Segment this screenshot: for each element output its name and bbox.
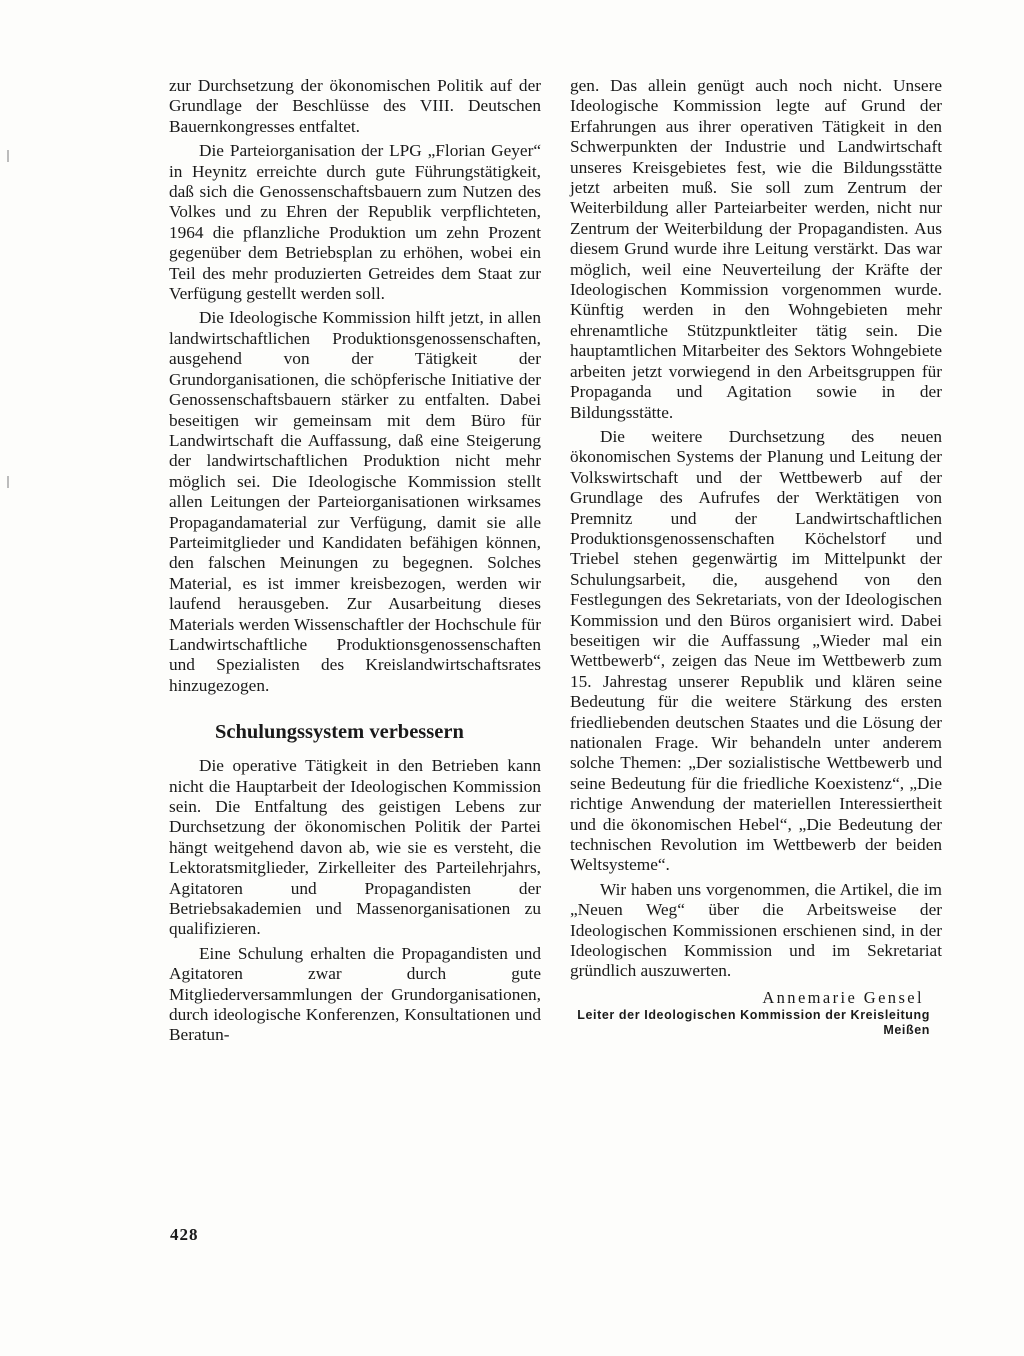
page-number: 428 (170, 1225, 199, 1244)
paragraph: Eine Schulung erhalten die Propagandisten und Agitatoren zwar durch gute Mitgliederversammlungen der Grundorganisationen, durch ideologische Konferenzen, Konsultationen und Beratun- (169, 943, 541, 1045)
paragraph: zur Durchsetzung der ökonomischen Politik auf der Grundlage der Beschlüsse des VIII. Deutschen Bauernkongresses entfaltet. (169, 76, 541, 136)
margin-mark (7, 476, 9, 488)
margin-mark (7, 150, 9, 162)
paragraph: gen. Das allein genügt auch noch nicht. Unsere Ideologische Kommission legte auf Grund der Erfahrungen aus ihrer operativen Tätigkeit in den Schwerpunkten der Industrie und Landwirtschaft unseres Kreisgebietes fest, wie die Bildungsstätte jetzt arbeiten muß. Sie soll zum Zentrum der Weiterbildung aller Parteiarbeiter werden, nicht nur Zentrum der Weiterbildung der Propagandisten. Aus diesem Grund wurde ihre Leitung verstärkt. Das war möglich, weil eine Neuverteilung der Kräfte der Ideologischen Kommission vorgenommen wurde. Künftig werden in den Wohngebieten mehr ehrenamtliche Stützpunktleiter tätig sein. Die hauptamtlichen Mitarbeiter des Sektors Wohngebiete arbeiten jetzt vorwiegend in den Arbeitsgruppen für Propaganda und Agitation sowie in der Bildungsstätte. (570, 76, 942, 422)
section-heading: Schulungssystem verbessern (215, 721, 464, 744)
right-column (570, 76, 942, 1038)
paragraph: Die operative Tätigkeit in den Betrieben kann nicht die Hauptarbeit der Ideologischen Kommission sein. Die Entfaltung des geistigen Lebens zur Durchsetzung der ökonomischen Politik der Partei hängt weitgehend davon ab, wie sie es versteht, die Lektoratsmitglieder, Zirkelleiter des Parteilehrjahrs, Agitatoren und Propagandisten der Betriebsakademien und Massenorganisationen zu qualifizieren. (169, 756, 541, 939)
author-role: Leiter der Ideologischen Kommission der Kreisleitung Meißen (577, 1007, 930, 1037)
paragraph: Die weitere Durchsetzung des neuen ökonomischen Systems der Planung und Leitung der Volkswirtschaft und der Wettbewerb auf der Grundlage des Aufrufes der Werktätigen von Premnitz und der Landwirtschaftlichen Produktionsgenossenschaften Köchelstorf und Triebel stehen gegenwärtig im Mittelpunkt der Schulungsarbeit, die, ausgehend von den Festlegungen des Sekretariats, von der Ideologischen Kommission und den Büros organisiert wird. Dabei beseitigen wir die Auffassung „Wieder mal ein Wettbewerb“, zeigen das Neue im Wettbewerb zum 15. Jahrestag unserer Republik und klären seine Bedeutung für die weitere Stärkung des ersten friedliebenden deutschen Staates und die Lösung der nationalen Frage. Wir behandeln unter anderem solche Themen: „Der sozialistische Wettbewerb und seine Bedeutung für die friedliche Koexistenz“, „Die richtige Anwendung der materiellen Interessiertheit und die ökonomischen Hebel“, „Die Bedeutung der technischen Revolution im Wettbewerb der beiden Weltsysteme“. (570, 426, 942, 875)
paragraph: Die Ideologische Kommission hilft jetzt, in allen landwirtschaftlichen Produktionsgenossenschaften, ausgehend von der Tätigkeit der Grundorganisationen, die schöpferische Initiative der Genossenschaftsbauern stärker zu entfalten. Dabei beseitigen wir gemeinsam mit dem Büro für Landwirtschaft die Auffassung, daß eine Steigerung der landwirtschaftlichen Produktion nicht mehr möglich sei. Die Ideologische Kommission stellt allen Leitungen der Parteiorganisationen wirksames Propagandamaterial zur Verfügung, damit sie alle Parteimitglieder und Kandidaten befähigen können, den falschen Meinungen zu begegnen. Solches Material, es ist immer kreisbezogen, werden wir laufend herausgeben. Zur Ausarbeitung dieses Materials werden Wissenschaftler der Hochschule für Landwirtschaftliche Produktionsgenossenschaften und Spezialisten des Kreislandwirtschaftsrates hinzugezogen. (169, 308, 541, 695)
signature-block (570, 988, 942, 1038)
left-column (169, 76, 541, 1046)
author-name: Annemarie Gensel (762, 987, 924, 1007)
paragraph: Die Parteiorganisation der LPG „Florian Geyer“ in Heynitz erreichte durch gute Führungstätigkeit, daß sich die Genossenschaftsbauern zum Nutzen des Volkes und zu Ehren der Republik verpflichteten, 1964 die pflanzliche Produktion um zehn Prozent gegenüber dem Betriebsplan zu erhöhen, wobei ein Teil des mehr produzierten Getreides dem Staat zur Verfügung gestellt werden soll. (169, 141, 541, 304)
paragraph: Wir haben uns vorgenommen, die Artikel, die im „Neuen Weg“ über die Arbeitsweise der Ideologischen Kommissionen erschienen sind, in der Ideologischen Kommission und im Sekretariat gründlich auszuwerten. (570, 879, 942, 981)
